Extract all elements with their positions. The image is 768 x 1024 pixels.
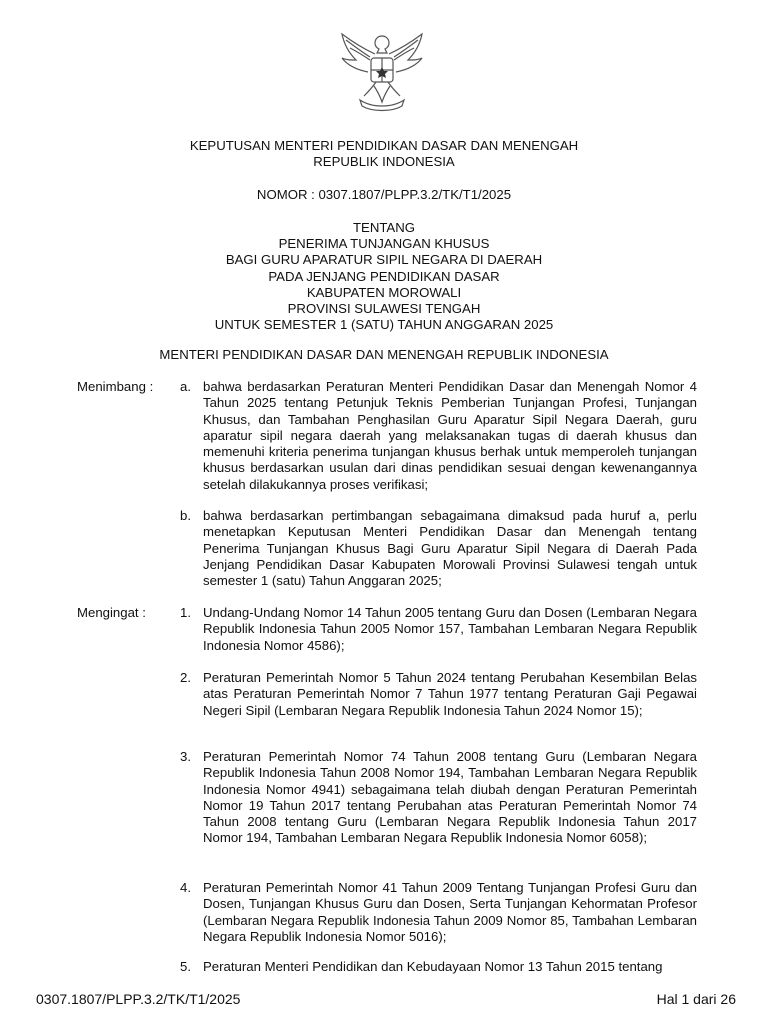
nomor-line: NOMOR : 0307.1807/PLPP.3.2/TK/T1/2025 — [256, 187, 512, 202]
item-text: Peraturan Pemerintah Nomor 41 Tahun 2009 Tentang Tunjangan Profesi Guru dan Dosen, Tunjangan Khusus Guru dan Dosen, Serta Tunjangan Kehormatan Profesor (Lembaran Negara Republik Indonesia Tahun 2009 Nomor 85, Tambahan Lembaran Negara Republik Indonesia Nomor 5016); — [203, 880, 697, 944]
menimbang-label: Menimbang : — [77, 379, 154, 394]
title-line-2: REPUBLIK INDONESIA — [313, 154, 455, 170]
item-text: bahwa berdasarkan Peraturan Menteri Pendidikan Dasar dan Menengah Nomor 4 Tahun 2025 tentang Petunjuk Teknis Pemberian Tunjangan Profesi, Tunjangan Khusus, dan Tambahan Penghasilan Guru Aparatur Sipil Negara Daerah, guru aparatur sipil negara daerah yang melaksanakan tugas di daerah khusus dan memenuhi kriteria penerima tunjangan khusus berhak untuk memperoleh tunjangan khusus berdasarkan usulan dari dinas pendidikan sesuai dengan kewenangannya setelah dilakukannya proses verifikasi; — [203, 379, 697, 492]
subject-line-3: PADA JENJANG PENDIDIKAN DASAR — [268, 268, 500, 284]
subject-line-6: UNTUK SEMESTER 1 (SATU) TAHUN ANGGARAN 2025 — [214, 317, 554, 333]
subject-line-4: KABUPATEN MOROWALI — [306, 284, 462, 300]
mengingat-item-4 — [180, 880, 697, 945]
mengingat-item-1 — [180, 605, 697, 654]
item-marker: b. — [180, 508, 191, 523]
subject-line-1: PENERIMA TUNJANGAN KHUSUS — [278, 236, 490, 252]
item-text: Peraturan Pemerintah Nomor 74 Tahun 2008 tentang Guru (Lembaran Negara Republik Indonesia Tahun 2008 Nomor 194, Tambahan Lembaran Negara Republik Indonesia Nomor 4941) sebagaimana telah diubah dengan Peraturan Pemerintah Nomor 19 Tahun 2017 tentang Perubahan atas Peraturan Pemerintah Nomor 74 Tahun 2008 tentang Guru (Lembaran Negara Republik Indonesia Tahun 2017 Nomor 194, Tambahan Lembaran Negara Republik Indonesia Nomor 6058); — [203, 749, 697, 846]
item-marker: a. — [180, 379, 191, 394]
decree-title — [0, 138, 768, 170]
item-text: Undang-Undang Nomor 14 Tahun 2005 tentang Guru dan Dosen (Lembaran Negara Republik Indonesia Tahun 2005 Nomor 157, Tambahan Lembaran Negara Republik Indonesia Nomor 4586); — [203, 605, 697, 653]
menimbang-item-a — [180, 379, 697, 493]
subject-line-5: PROVINSI SULAWESI TENGAH — [287, 301, 481, 317]
item-marker: 2. — [180, 670, 191, 685]
issuer-text: MENTERI PENDIDIKAN DASAR DAN MENENGAH REPUBLIK INDONESIA — [159, 347, 609, 362]
item-marker: 3. — [180, 749, 191, 764]
garuda-emblem-icon — [336, 30, 428, 114]
item-text: bahwa berdasarkan pertimbangan sebagaimana dimaksud pada huruf a, perlu menetapkan Keputusan Menteri Pendidikan Dasar dan Menengah tentang Penerima Tunjangan Khusus Bagi Guru Aparatur Sipil Negara di Daerah Pada Jenjang Pendidikan Dasar Kabupaten Morowali Provinsi Sulawesi tengah untuk semester 1 (satu) Tahun Anggaran 2025; — [203, 508, 697, 589]
issuer-line — [0, 347, 768, 363]
footer-page-number: Hal 1 dari 26 — [656, 991, 736, 1007]
mengingat-label: Mengingat : — [77, 605, 146, 620]
footer-doc-number: 0307.1807/PLPP.3.2/TK/T1/2025 — [36, 991, 241, 1007]
tentang-heading: TENTANG — [352, 220, 416, 235]
mengingat-item-2 — [180, 670, 697, 719]
decree-number — [0, 187, 768, 203]
decree-subject — [0, 220, 768, 333]
item-marker: 1. — [180, 605, 191, 620]
subject-line-2: BAGI GURU APARATUR SIPIL NEGARA DI DAERAH — [225, 252, 543, 268]
item-text: Peraturan Pemerintah Nomor 5 Tahun 2024 tentang Perubahan Kesembilan Belas atas Peraturan Pemerintah Nomor 7 Tahun 1977 tentang Peraturan Gaji Pegawai Negeri Sipil (Lembaran Negara Republik Indonesia Tahun 2024 Nomor 15); — [203, 670, 697, 718]
menimbang-item-b — [180, 508, 697, 589]
mengingat-item-3 — [180, 749, 697, 847]
item-marker: 4. — [180, 880, 191, 895]
item-text: Peraturan Menteri Pendidikan dan Kebudayaan Nomor 13 Tahun 2015 tentang — [203, 959, 663, 974]
item-marker: 5. — [180, 959, 191, 974]
title-line-1: KEPUTUSAN MENTERI PENDIDIKAN DASAR DAN MENENGAH — [189, 138, 579, 153]
mengingat-item-5 — [180, 959, 697, 975]
